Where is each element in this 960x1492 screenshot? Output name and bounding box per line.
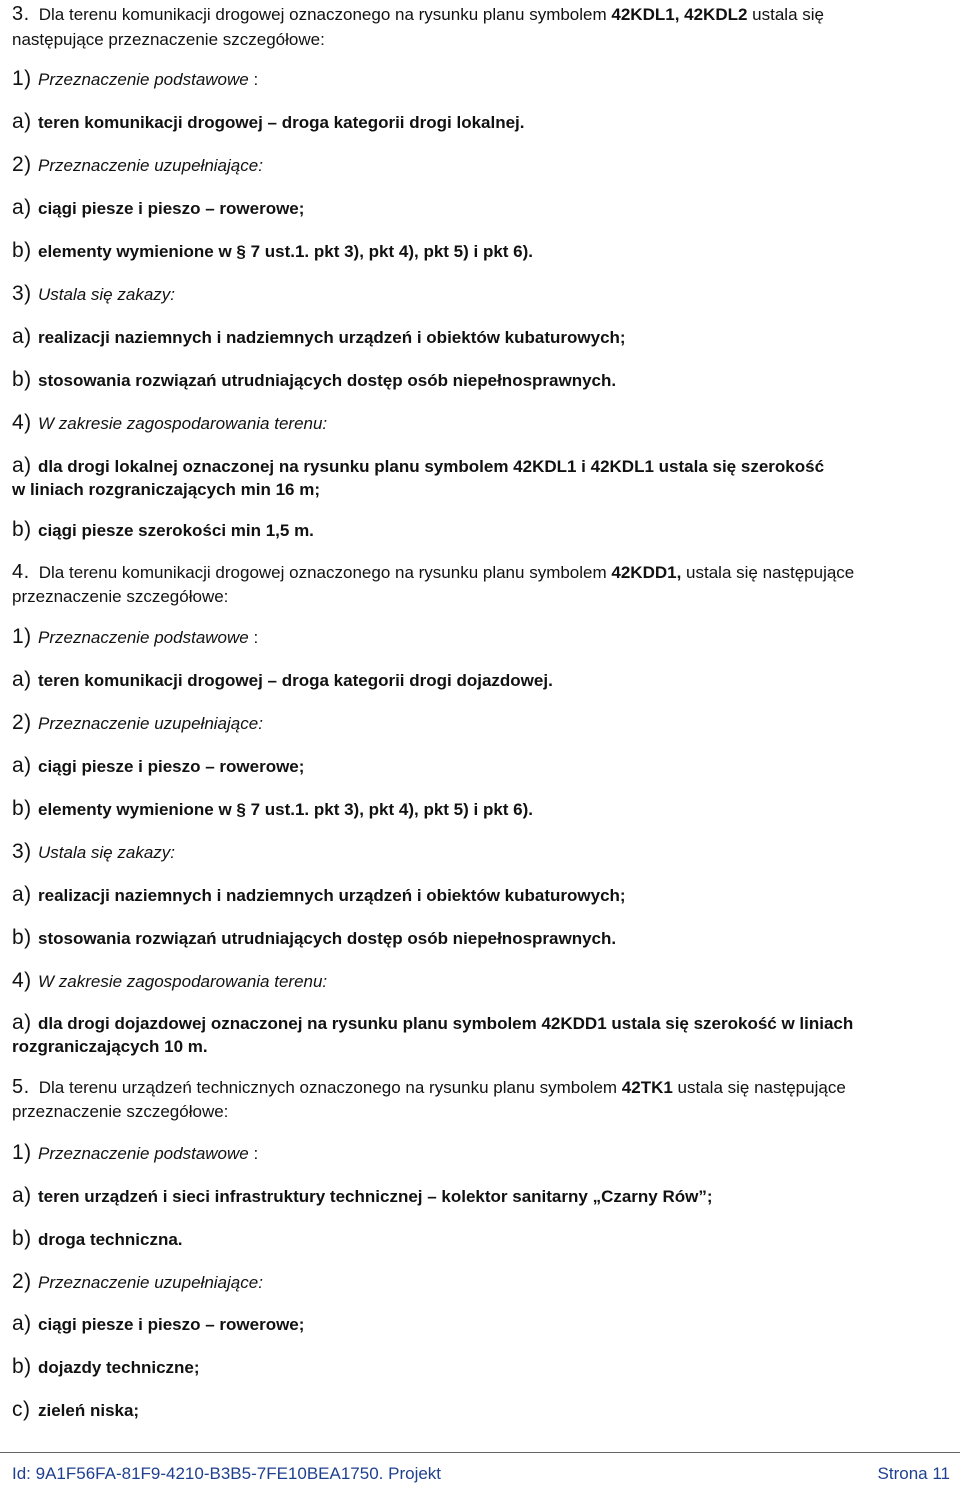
section-number: 3. <box>12 3 30 25</box>
item-4a: a) dla drogi dojazdowej oznaczonej na rysunku planu symbolem 42KDD1 ustala się szerokość w liniach <box>12 1011 854 1034</box>
section-intro-end: ustala się następujące <box>681 563 855 582</box>
section-3-heading-cont: następujące przeznaczenie szczegółowe: <box>12 30 325 49</box>
item-1a: a) teren komunikacji drogowej – droga kategorii drogi lokalnej. <box>12 110 525 133</box>
section-number: 4. <box>12 561 30 583</box>
item-3b: b) stosowania rozwiązań utrudniających dostęp osób niepełnosprawnych. <box>12 926 617 949</box>
section-4-heading-cont: przeznaczenie szczegółowe: <box>12 587 229 606</box>
section-5-heading-cont: przeznaczenie szczegółowe: <box>12 1102 229 1121</box>
item-1a: a) teren urządzeń i sieci infrastruktury technicznej – kolektor sanitarny „Czarny Rów”; <box>12 1184 713 1207</box>
item-4a: a) dla drogi lokalnej oznaczonej na rysunku planu symbolem 42KDL1 i 42KDL1 ustala się szerokość <box>12 454 825 477</box>
section-4-heading <box>12 560 950 585</box>
section-intro-end: ustala się <box>747 5 824 24</box>
item-1b: b) droga techniczna. <box>12 1227 183 1250</box>
item-4a-cont: rozgraniczających 10 m. <box>12 1037 208 1056</box>
page-number: Strona 11 <box>877 1464 950 1483</box>
section-symbols: 42KDL1, 42KDL2 <box>611 5 748 24</box>
item-4b: b) ciągi piesze szerokości min 1,5 m. <box>12 518 314 541</box>
section-symbols: 42KDD1, <box>611 563 682 582</box>
item-1: 1) Przeznaczenie podstawowe : <box>12 625 259 648</box>
item-3a: a) realizacji naziemnych i nadziemnych urządzeń i obiektów kubaturowych; <box>12 883 626 906</box>
item-1a: a) teren komunikacji drogowej – droga kategorii drogi dojazdowej. <box>12 668 553 691</box>
section-number: 5. <box>12 1076 30 1098</box>
item-3b: b) stosowania rozwiązań utrudniających dostęp osób niepełnosprawnych. <box>12 368 617 391</box>
item-1: 1) Przeznaczenie podstawowe : <box>12 67 259 90</box>
item-2a: a) ciągi piesze i pieszo – rowerowe; <box>12 1312 305 1335</box>
item-2: 2) Przeznaczenie uzupełniające: <box>12 1270 263 1293</box>
section-intro: Dla terenu komunikacji drogowej oznaczonego na rysunku planu symbolem <box>38 563 612 582</box>
item-3a: a) realizacji naziemnych i nadziemnych urządzeń i obiektów kubaturowych; <box>12 325 626 348</box>
item-4: 4) W zakresie zagospodarowania terenu: <box>12 969 328 992</box>
item-2b: b) elementy wymienione w § 7 ust.1. pkt 3), pkt 4), pkt 5) i pkt 6). <box>12 239 534 262</box>
item-1: 1) Przeznaczenie podstawowe : <box>12 1141 259 1164</box>
item-4a-cont: w liniach rozgraniczających min 16 m; <box>12 480 320 499</box>
section-intro: Dla terenu komunikacji drogowej oznaczonego na rysunku planu symbolem <box>38 5 612 24</box>
item-2a: a) ciągi piesze i pieszo – rowerowe; <box>12 754 305 777</box>
item-3: 3) Ustala się zakazy: <box>12 282 175 305</box>
section-intro: Dla terenu urządzeń technicznych oznaczonego na rysunku planu symbolem <box>38 1078 622 1097</box>
item-2c: c) zieleń niska; <box>12 1398 140 1421</box>
item-2: 2) Przeznaczenie uzupełniające: <box>12 711 263 734</box>
item-2: 2) Przeznaczenie uzupełniające: <box>12 153 263 176</box>
footer-divider <box>0 1452 960 1453</box>
document-id: Id: 9A1F56FA-81F9-4210-B3B5-7FE10BEA1750. Projekt <box>12 1464 442 1483</box>
item-2a: a) ciągi piesze i pieszo – rowerowe; <box>12 196 305 219</box>
section-intro-end: ustala się następujące <box>672 1078 846 1097</box>
item-4: 4) W zakresie zagospodarowania terenu: <box>12 411 328 434</box>
item-2b: b) dojazdy techniczne; <box>12 1355 200 1378</box>
item-2b: b) elementy wymienione w § 7 ust.1. pkt 3), pkt 4), pkt 5) i pkt 6). <box>12 797 534 820</box>
section-5-heading <box>12 1075 950 1100</box>
section-symbols: 42TK1 <box>621 1078 673 1097</box>
section-3-heading <box>12 2 950 27</box>
item-3: 3) Ustala się zakazy: <box>12 840 175 863</box>
